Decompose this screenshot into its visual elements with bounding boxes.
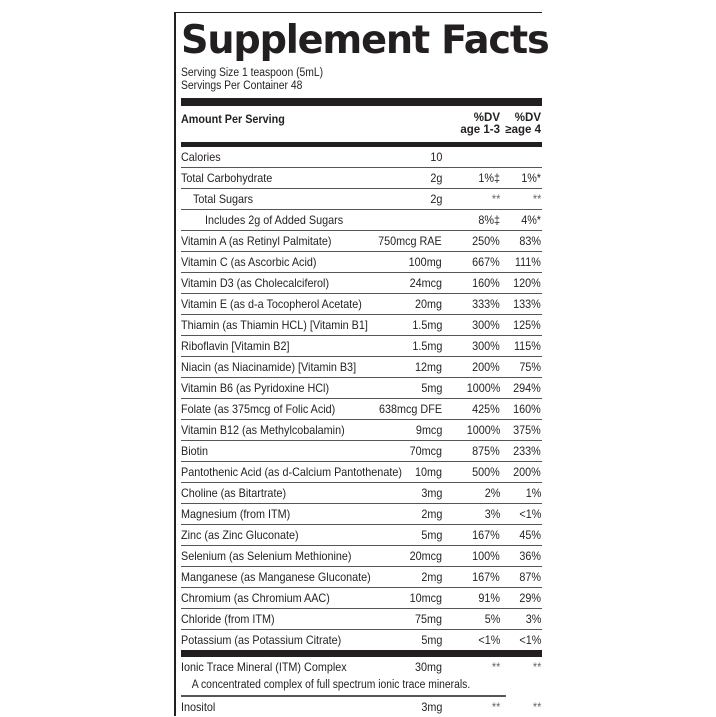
table-row — [181, 525, 542, 546]
table-row — [181, 189, 542, 210]
dv-col2-line2: ≥age 4 — [505, 124, 541, 136]
nutrient-dv-age-4: 200% — [513, 465, 541, 479]
nutrient-dv-age-1-3: 8%‡ — [478, 213, 500, 227]
nutrient-amount: 24mcg — [409, 276, 442, 290]
nutrient-dv-age-4: 87% — [519, 570, 541, 584]
nutrient-amount: 1.5mg — [411, 339, 442, 353]
table-row — [181, 168, 542, 189]
nutrient-dv-age-4: 4%* — [521, 213, 541, 227]
table-row — [181, 504, 542, 525]
nutrient-dv-age-1-3: 300% — [472, 318, 500, 332]
table-row — [181, 483, 542, 504]
table-row-inositol — [181, 697, 542, 717]
supplement-facts-panel — [174, 12, 549, 716]
nutrient-dv-age-1-3: 875% — [472, 444, 500, 458]
nutrient-dv-age-4: 294% — [513, 381, 541, 395]
nutrient-dv-age-1-3: ** — [491, 700, 500, 714]
nutrient-name: Vitamin B6 (as Pyridoxine HCl) — [181, 381, 330, 395]
table-row — [181, 273, 542, 294]
table-row — [181, 546, 542, 567]
table-row — [181, 567, 542, 588]
nutrient-amount: 2mg — [420, 507, 442, 521]
nutrient-name: Selenium (as Selenium Methionine) — [181, 549, 352, 563]
nutrient-amount: 20mg — [414, 297, 442, 311]
table-row — [181, 378, 542, 399]
nutrient-amount: 3mg — [420, 486, 442, 500]
nutrient-name: Vitamin B12 (as Methylcobalamin) — [181, 423, 345, 437]
nutrient-dv-age-1-3: 167% — [472, 528, 500, 542]
nutrient-name: Riboflavin [Vitamin B2] — [181, 339, 290, 353]
dv-col1-line2: age 1-3 — [460, 124, 500, 136]
nutrient-dv-age-4: 29% — [519, 591, 541, 605]
nutrient-amount: 5mg — [420, 633, 442, 647]
nutrient-dv-age-1-3: 1000% — [466, 381, 500, 395]
nutrient-dv-age-1-3: <1% — [478, 633, 500, 647]
dv-col1-line1: %DV — [473, 112, 500, 124]
nutrient-amount: 750mcg RAE — [378, 234, 442, 248]
nutrient-name: Vitamin C (as Ascorbic Acid) — [181, 255, 317, 269]
nutrient-table — [181, 147, 542, 650]
nutrient-dv-age-1-3: 667% — [472, 255, 500, 269]
nutrient-name: Biotin — [181, 444, 209, 458]
table-row — [181, 231, 542, 252]
table-row — [181, 147, 542, 168]
panel-title: Supplement Facts — [181, 18, 549, 63]
nutrient-dv-age-4: 133% — [513, 297, 541, 311]
dv-age-1-3-heading — [460, 112, 500, 136]
nutrient-name: Vitamin D3 (as Cholecalciferol) — [181, 276, 330, 290]
nutrient-amount: 3mg — [420, 700, 442, 714]
table-row — [181, 399, 542, 420]
nutrient-dv-age-4: 375% — [513, 423, 541, 437]
nutrient-amount: 9mcg — [415, 423, 442, 437]
nutrient-dv-age-4: 120% — [513, 276, 541, 290]
dv-age-4-heading — [505, 112, 541, 136]
nutrient-name: Choline (as Bitartrate) — [181, 486, 287, 500]
nutrient-name: Includes 2g of Added Sugars — [205, 213, 344, 227]
nutrient-dv-age-1-3: 300% — [472, 339, 500, 353]
dv-col2-line1: %DV — [514, 112, 541, 124]
nutrient-dv-age-4: 36% — [519, 549, 541, 563]
nutrient-amount: 2mg — [420, 570, 442, 584]
nutrient-name: Inositol — [181, 700, 216, 714]
table-row — [181, 630, 542, 650]
nutrient-name: Vitamin E (as d-a Tocopherol Acetate) — [181, 297, 362, 311]
nutrient-dv-age-4: ** — [532, 700, 541, 714]
nutrient-dv-age-4: 45% — [519, 528, 541, 542]
nutrient-amount: 100mg — [408, 255, 442, 269]
table-row — [181, 462, 542, 483]
nutrient-name: Total Carbohydrate — [181, 171, 273, 185]
nutrient-amount: 2g — [429, 192, 442, 206]
table-row-itm — [181, 657, 542, 677]
nutrient-name: Calories — [181, 150, 221, 164]
nutrient-name: Total Sugars — [193, 192, 254, 206]
table-row — [181, 609, 542, 630]
table-row — [181, 252, 542, 273]
nutrient-amount: 10 — [429, 150, 442, 164]
nutrient-dv-age-1-3: 250% — [472, 234, 500, 248]
nutrient-dv-age-1-3: 500% — [472, 465, 500, 479]
divider-thick-bottom — [181, 650, 542, 657]
nutrient-name: Chloride (from ITM) — [181, 612, 275, 626]
nutrient-dv-age-4: 115% — [514, 339, 541, 353]
table-row — [181, 588, 542, 609]
amount-per-serving-heading: Amount Per Serving — [181, 112, 285, 126]
nutrient-amount: 20mcg — [409, 549, 442, 563]
nutrient-dv-age-4: 160% — [513, 402, 541, 416]
itm-note: A concentrated complex of full spectrum ionic trace minerals. — [181, 677, 506, 697]
nutrient-amount: 70mcg — [409, 444, 442, 458]
nutrient-name: Pantothenic Acid (as d-Calcium Pantothenate) — [181, 465, 402, 479]
nutrient-dv-age-4: 83% — [519, 234, 541, 248]
nutrient-amount: 12mg — [414, 360, 442, 374]
nutrient-dv-age-4: ** — [532, 192, 541, 206]
nutrient-amount: 2g — [429, 171, 442, 185]
table-row — [181, 336, 542, 357]
nutrient-dv-age-4: 3% — [525, 612, 541, 626]
table-row — [181, 420, 542, 441]
nutrient-amount: 75mg — [414, 612, 442, 626]
nutrient-dv-age-1-3: 167% — [472, 570, 500, 584]
nutrient-dv-age-4: 75% — [519, 360, 541, 374]
nutrient-dv-age-1-3: 100% — [472, 549, 500, 563]
nutrient-dv-age-4: 1%* — [521, 171, 541, 185]
nutrient-dv-age-4: 233% — [513, 444, 541, 458]
table-row — [181, 315, 542, 336]
nutrient-amount: 638mcg DFE — [378, 402, 442, 416]
nutrient-amount: 5mg — [420, 528, 442, 542]
table-row — [181, 294, 542, 315]
nutrient-amount: 10mg — [414, 465, 442, 479]
nutrient-dv-age-4: 125% — [513, 318, 541, 332]
nutrient-dv-age-1-3: 333% — [472, 297, 500, 311]
nutrient-dv-age-4: ** — [532, 660, 541, 674]
nutrient-amount: 30mg — [414, 660, 442, 674]
nutrient-name: Vitamin A (as Retinyl Palmitate) — [181, 234, 332, 248]
nutrient-amount: 5mg — [420, 381, 442, 395]
nutrient-amount: 1.5mg — [411, 318, 442, 332]
nutrient-dv-age-1-3: ** — [491, 192, 500, 206]
servings-per-container: Servings Per Container 48 — [181, 80, 303, 92]
nutrient-dv-age-1-3: ** — [491, 660, 500, 674]
nutrient-name: Manganese (as Manganese Gluconate) — [181, 570, 371, 584]
nutrient-name: Magnesium (from ITM) — [181, 507, 291, 521]
nutrient-dv-age-1-3: 2% — [484, 486, 500, 500]
nutrient-dv-age-4: <1% — [519, 507, 541, 521]
nutrient-name: Folate (as 375mcg of Folic Acid) — [181, 402, 336, 416]
nutrient-name: Zinc (as Zinc Gluconate) — [181, 528, 299, 542]
nutrient-dv-age-1-3: 160% — [472, 276, 500, 290]
nutrient-amount: 10mcg — [409, 591, 442, 605]
nutrient-dv-age-1-3: 91% — [478, 591, 500, 605]
nutrient-name: Niacin (as Niacinamide) [Vitamin B3] — [181, 360, 357, 374]
table-row — [181, 357, 542, 378]
table-row — [181, 441, 542, 462]
table-row — [181, 210, 542, 231]
nutrient-dv-age-1-3: 1%‡ — [478, 171, 500, 185]
divider-thick — [181, 98, 542, 106]
nutrient-dv-age-1-3: 5% — [484, 612, 500, 626]
nutrient-name: Potassium (as Potassium Citrate) — [181, 633, 342, 647]
nutrient-name: Ionic Trace Mineral (ITM) Complex — [181, 660, 347, 674]
serving-size: Serving Size 1 teaspoon (5mL) — [181, 67, 324, 79]
nutrient-dv-age-4: 111% — [514, 255, 541, 269]
column-header — [181, 106, 542, 142]
nutrient-dv-age-4: <1% — [519, 633, 541, 647]
nutrient-name: Chromium (as Chromium AAC) — [181, 591, 330, 605]
nutrient-dv-age-4: 1% — [525, 486, 541, 500]
nutrient-dv-age-1-3: 1000% — [466, 423, 500, 437]
nutrient-dv-age-1-3: 200% — [472, 360, 500, 374]
nutrient-dv-age-1-3: 3% — [484, 507, 500, 521]
nutrient-name: Thiamin (as Thiamin HCL) [Vitamin B1] — [181, 318, 368, 332]
nutrient-dv-age-1-3: 425% — [472, 402, 500, 416]
